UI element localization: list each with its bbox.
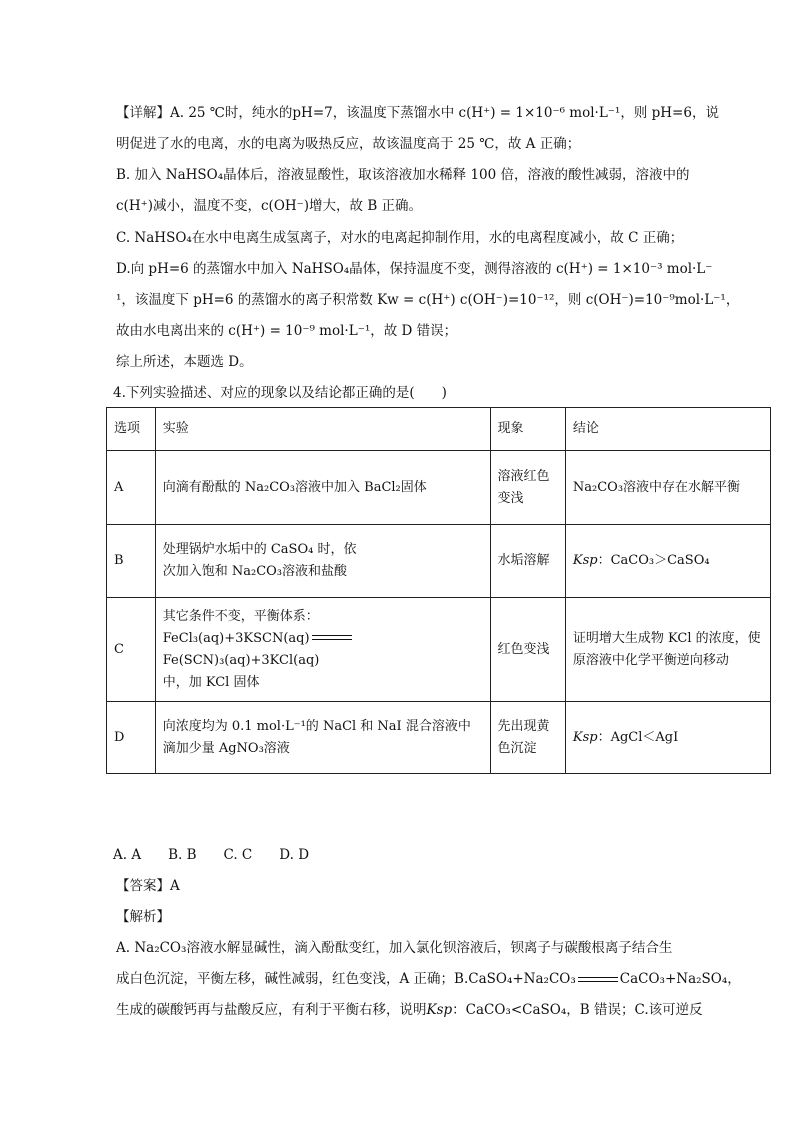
conclusion-line: 原溶液中化学平衡逆向移动 [572, 652, 729, 668]
analysis-line: A. Na₂CO₃溶液水解显碱性，滴入酚酞变红，加入氯化钡溶液后，钡离子与碳酸根离子结合生 [116, 940, 673, 956]
phenomenon-line: 先出现黄 [497, 718, 550, 734]
explanation-line: B. 加入 NaHSO₄晶体后，溶液显酸性，取该溶液加水稀释 100 倍，溶液的酸性减弱，溶液中的 [116, 167, 690, 183]
conclusion-cell: Na₂CO₃溶液中存在水解平衡 [565, 451, 770, 525]
answer-choices: A. A B. B C. C D. D [113, 847, 310, 863]
header-conclusion: 结论 [565, 408, 770, 451]
conclusion-cell [565, 702, 770, 774]
analysis-text: 成白色沉淀，平衡左移，碱性减弱，红色变浅，A 正确；B.CaSO₄+Na₂CO₃ [116, 971, 576, 987]
explanation-line: 故由水电离出来的 c(H⁺) = 10⁻⁹ mol·L⁻¹，故 D 错误； [116, 323, 458, 339]
analysis-line [116, 1000, 703, 1020]
equilibrium-arrow-icon [578, 975, 618, 985]
equation-left: FeCl₃(aq)+3KSCN(aq) [162, 630, 310, 646]
equilibrium-arrow-icon [312, 633, 352, 643]
explanation-line: C. NaHSO₄在水中电离生成氢离子，对水的电离起抑制作用，水的电离程度减小，故 C 正确； [116, 230, 684, 246]
phenomenon-cell [490, 451, 565, 525]
ksp-label: Ksp [426, 1002, 453, 1018]
phenomenon-line: 色沉淀 [497, 740, 537, 756]
explanation-line: c(H⁺)减小，温度不变，c(OH⁻)增大，故 B 正确。 [116, 198, 423, 214]
conclusion-cell [565, 598, 770, 702]
question-table [106, 407, 771, 774]
explanation-line: 综上所述，本题选 D。 [116, 354, 253, 370]
table-row [107, 702, 771, 774]
header-option: 选项 [107, 408, 156, 451]
phenomenon-cell: 水垢溶解 [490, 525, 565, 598]
analysis-text: CaCO₃+Na₂SO₄， [619, 971, 741, 987]
header-experiment: 实验 [155, 408, 490, 451]
experiment-cell [155, 702, 490, 774]
explanation-line: ¹，该温度下 pH=6 的蒸馏水的离子积常数 Kw = c(H⁺) c(OH⁻)=10⁻¹²，则 c(OH⁻)=10⁻⁹mol·L⁻¹， [116, 292, 740, 308]
experiment-cell [155, 598, 490, 702]
phenomenon-cell [490, 702, 565, 774]
analysis-text: 生成的碳酸钙再与盐酸反应，有利于平衡右移，说明 [116, 1002, 427, 1018]
header-phenomenon: 现象 [490, 408, 565, 451]
equilibrium-equation [163, 628, 483, 672]
option-cell: A [107, 451, 156, 525]
option-cell: C [107, 598, 156, 702]
question-stem: 4.下列实验描述、对应的现象以及结论都正确的是( ) [113, 385, 447, 401]
experiment-line: 向浓度均为 0.1 mol·L⁻¹的 NaCl 和 NaI 混合溶液中 [162, 718, 471, 734]
equation-right: Fe(SCN)₃(aq)+3KCl(aq) [162, 652, 320, 668]
analysis-line [116, 969, 741, 989]
experiment-line: 处理锅炉水垢中的 CaSO₄ 时，依 [162, 542, 357, 557]
phenomenon-cell: 红色变浅 [490, 598, 565, 702]
ksp-label: Ksp [572, 553, 598, 568]
option-cell: B [107, 525, 156, 598]
experiment-cell: 向滴有酚酞的 Na₂CO₃溶液中加入 BaCl₂固体 [155, 451, 490, 525]
answer-label: 【答案】A [116, 878, 180, 894]
phenomenon-line: 变浅 [497, 490, 524, 506]
ksp-label: Ksp [572, 729, 598, 745]
analysis-label: 【解析】 [116, 909, 170, 925]
experiment-line: 滴加少量 AgNO₃溶液 [162, 740, 290, 756]
explanation-line: 【详解】A. 25 ℃时，纯水的pH=7，该温度下蒸馏水中 c(H⁺) = 1×10⁻⁶ mol·L⁻¹，则 pH=6，说 [116, 105, 719, 121]
explanation-line: D.向 pH=6 的蒸馏水中加入 NaHSO₄晶体，保持温度不变，测得溶液的 c(H⁺) = 1×10⁻³ mol·L⁻ [116, 261, 713, 277]
experiment-cell [155, 525, 490, 598]
option-cell: D [107, 702, 156, 774]
experiment-line: 中，加 KCl 固体 [162, 674, 260, 690]
experiment-line: 次加入饱和 Na₂CO₃溶液和盐酸 [162, 564, 348, 579]
analysis-text: ：CaCO₃<CaSO₄，B 错误；C.该可逆反 [452, 1002, 703, 1018]
conclusion-cell [565, 525, 770, 598]
conclusion-text: ：AgCl＜AgI [597, 729, 679, 745]
table-header-row [107, 408, 771, 451]
phenomenon-line: 溶液红色 [497, 468, 550, 484]
explanation-line: 明促进了水的电离，水的电离为吸热反应，故该温度高于 25 ℃，故 A 正确； [116, 136, 581, 152]
conclusion-text: ：CaCO₃＞CaSO₄ [597, 553, 710, 568]
table-row [107, 525, 771, 598]
conclusion-line: 证明增大生成物 KCl 的浓度，使 [572, 630, 761, 646]
table-row [107, 451, 771, 525]
experiment-line: 其它条件不变，平衡体系： [162, 608, 319, 624]
table-row [107, 598, 771, 702]
